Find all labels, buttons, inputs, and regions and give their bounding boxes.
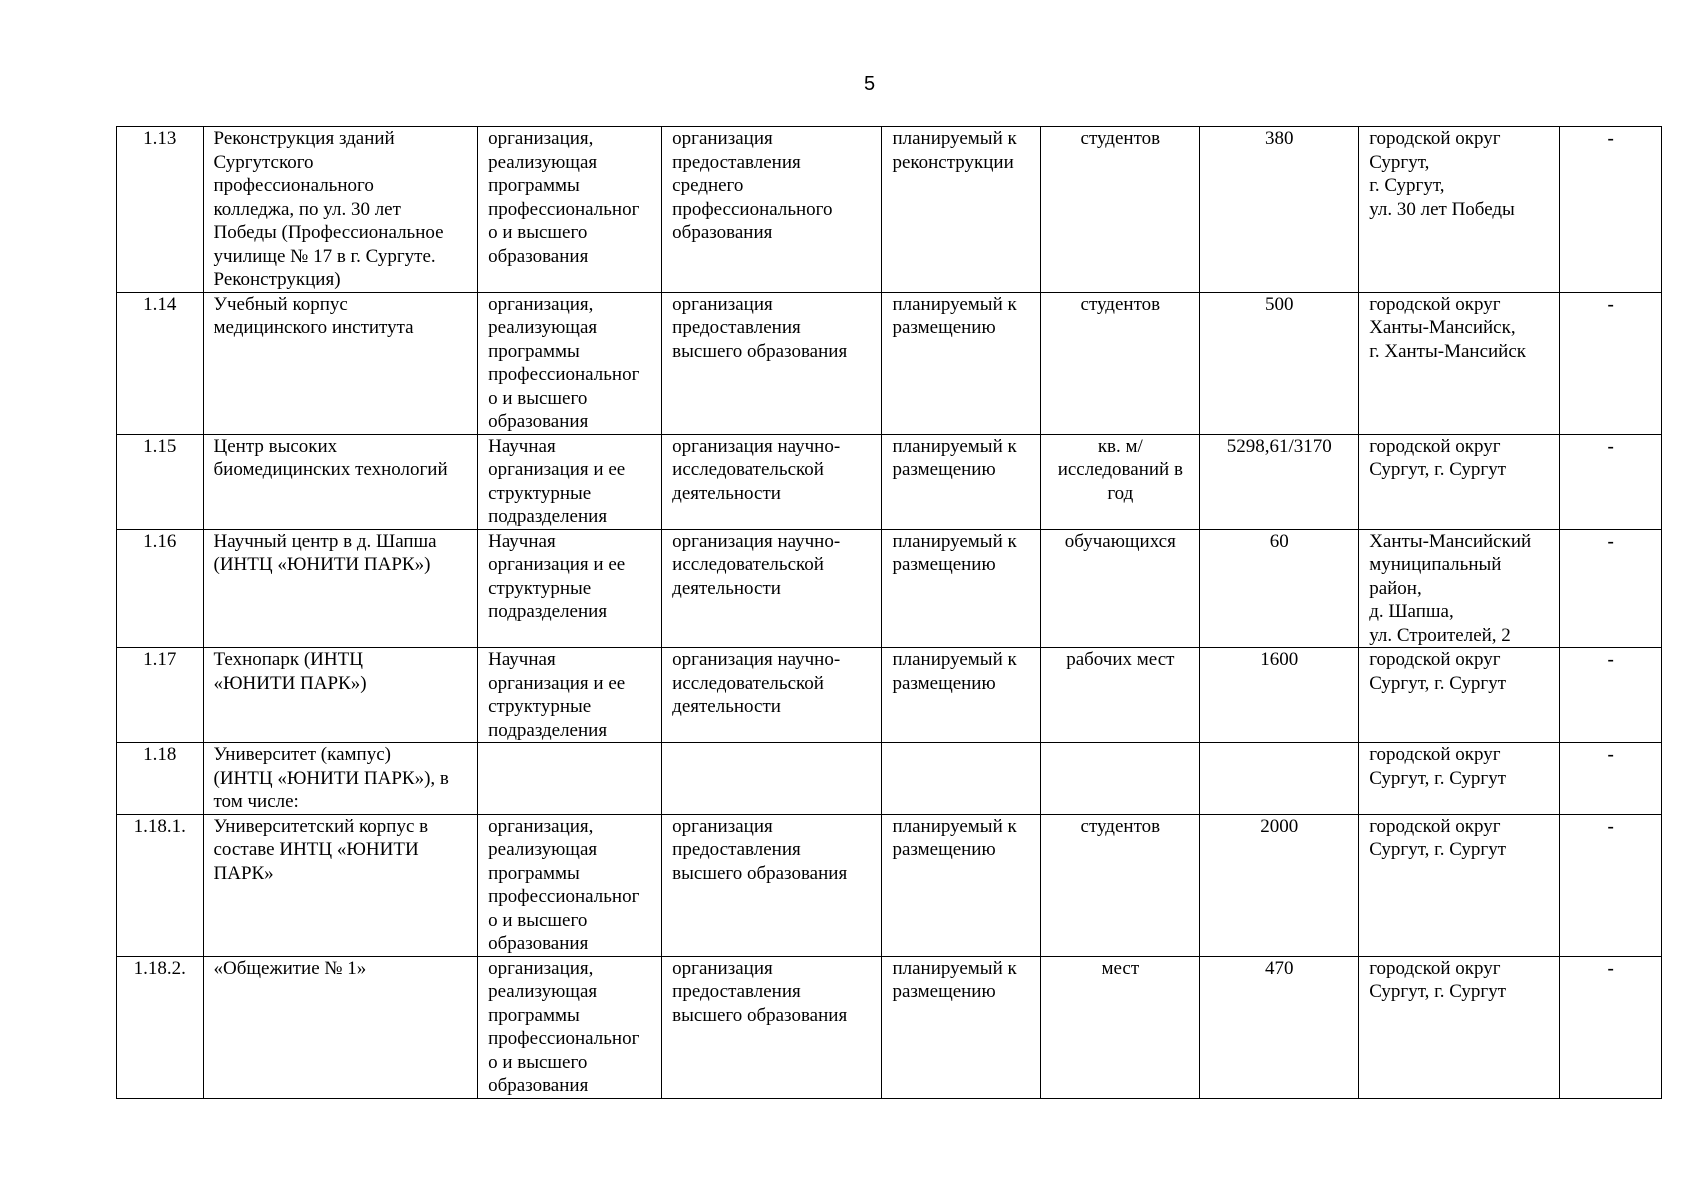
- row-number: 1.18.2.: [117, 956, 204, 1098]
- object-status: планируемый к размещению: [882, 648, 1041, 743]
- capacity-value: 500: [1200, 292, 1359, 434]
- object-location: Ханты-Мансийский муниципальный район, д. Шапша, ул. Строителей, 2: [1359, 529, 1560, 648]
- row-number: 1.13: [117, 127, 204, 293]
- object-location: городской округ Сургут, г. Сургут: [1359, 956, 1560, 1098]
- capacity-value: 380: [1200, 127, 1359, 293]
- capacity-unit: рабочих мест: [1041, 648, 1200, 743]
- object-purpose: организация предоставления высшего образования: [662, 292, 882, 434]
- object-status: планируемый к размещению: [882, 814, 1041, 956]
- object-location: городской округ Сургут, г. Сургут: [1359, 743, 1560, 815]
- capacity-value: 470: [1200, 956, 1359, 1098]
- object-name: Технопарк (ИНТЦ «ЮНИТИ ПАРК»): [203, 648, 478, 743]
- capacity-value: 5298,61/3170: [1200, 434, 1359, 529]
- zone-marker: -: [1560, 814, 1662, 956]
- organization-type: Научная организация и ее структурные подразделения: [478, 648, 662, 743]
- organization-type: организация, реализующая программы профессиональног о и высшего образования: [478, 956, 662, 1098]
- object-purpose: организация научно- исследовательской деятельности: [662, 529, 882, 648]
- capacity-unit: студентов: [1041, 814, 1200, 956]
- objects-table: [116, 126, 1662, 1099]
- table-row: [117, 529, 1662, 648]
- row-number: 1.18.1.: [117, 814, 204, 956]
- object-status: планируемый к размещению: [882, 434, 1041, 529]
- organization-type: организация, реализующая программы профессиональног о и высшего образования: [478, 292, 662, 434]
- object-status: планируемый к размещению: [882, 292, 1041, 434]
- zone-marker: -: [1560, 529, 1662, 648]
- object-status: планируемый к реконструкции: [882, 127, 1041, 293]
- object-name: Университетский корпус в составе ИНТЦ «ЮНИТИ ПАРК»: [203, 814, 478, 956]
- object-purpose: организация предоставления высшего образования: [662, 956, 882, 1098]
- capacity-unit: кв. м/ исследований в год: [1041, 434, 1200, 529]
- zone-marker: -: [1560, 127, 1662, 293]
- object-status: [882, 743, 1041, 815]
- capacity-unit: студентов: [1041, 127, 1200, 293]
- organization-type: Научная организация и ее структурные подразделения: [478, 434, 662, 529]
- object-name: Учебный корпус медицинского института: [203, 292, 478, 434]
- table-row: [117, 648, 1662, 743]
- table-row: [117, 434, 1662, 529]
- object-purpose: организация научно- исследовательской деятельности: [662, 434, 882, 529]
- row-number: 1.16: [117, 529, 204, 648]
- row-number: 1.18: [117, 743, 204, 815]
- zone-marker: -: [1560, 292, 1662, 434]
- page-number: 5: [863, 73, 876, 95]
- capacity-value: 2000: [1200, 814, 1359, 956]
- object-purpose: [662, 743, 882, 815]
- zone-marker: -: [1560, 434, 1662, 529]
- object-status: планируемый к размещению: [882, 956, 1041, 1098]
- table-row: [117, 743, 1662, 815]
- capacity-value: 60: [1200, 529, 1359, 648]
- zone-marker: -: [1560, 648, 1662, 743]
- object-name: Реконструкция зданий Сургутского профессионального колледжа, по ул. 30 лет Победы (Профессиональное училище № 17 в г. Сургуте. Реконструкция): [203, 127, 478, 293]
- object-purpose: организация научно- исследовательской деятельности: [662, 648, 882, 743]
- table-body: [117, 127, 1662, 1099]
- object-name: Центр высоких биомедицинских технологий: [203, 434, 478, 529]
- object-purpose: организация предоставления среднего профессионального образования: [662, 127, 882, 293]
- zone-marker: -: [1560, 956, 1662, 1098]
- object-purpose: организация предоставления высшего образования: [662, 814, 882, 956]
- row-number: 1.17: [117, 648, 204, 743]
- capacity-unit: студентов: [1041, 292, 1200, 434]
- object-status: планируемый к размещению: [882, 529, 1041, 648]
- capacity-unit: [1041, 743, 1200, 815]
- zone-marker: -: [1560, 743, 1662, 815]
- object-name: Университет (кампус) (ИНТЦ «ЮНИТИ ПАРК»), в том числе:: [203, 743, 478, 815]
- capacity-unit: обучающихся: [1041, 529, 1200, 648]
- object-location: городской округ Ханты-Мансийск, г. Ханты-Мансийск: [1359, 292, 1560, 434]
- capacity-unit: мест: [1041, 956, 1200, 1098]
- organization-type: Научная организация и ее структурные подразделения: [478, 529, 662, 648]
- table-row: [117, 292, 1662, 434]
- row-number: 1.15: [117, 434, 204, 529]
- object-location: городской округ Сургут, г. Сургут: [1359, 648, 1560, 743]
- object-name: Научный центр в д. Шапша (ИНТЦ «ЮНИТИ ПАРК»): [203, 529, 478, 648]
- organization-type: организация, реализующая программы профессиональног о и высшего образования: [478, 814, 662, 956]
- object-name: «Общежитие № 1»: [203, 956, 478, 1098]
- capacity-value: [1200, 743, 1359, 815]
- organization-type: организация, реализующая программы профессиональног о и высшего образования: [478, 127, 662, 293]
- organization-type: [478, 743, 662, 815]
- table-row: [117, 127, 1662, 293]
- object-location: городской округ Сургут, г. Сургут: [1359, 434, 1560, 529]
- table-row: [117, 956, 1662, 1098]
- object-location: городской округ Сургут, г. Сургут: [1359, 814, 1560, 956]
- row-number: 1.14: [117, 292, 204, 434]
- table-row: [117, 814, 1662, 956]
- capacity-value: 1600: [1200, 648, 1359, 743]
- object-location: городской округ Сургут, г. Сургут, ул. 30 лет Победы: [1359, 127, 1560, 293]
